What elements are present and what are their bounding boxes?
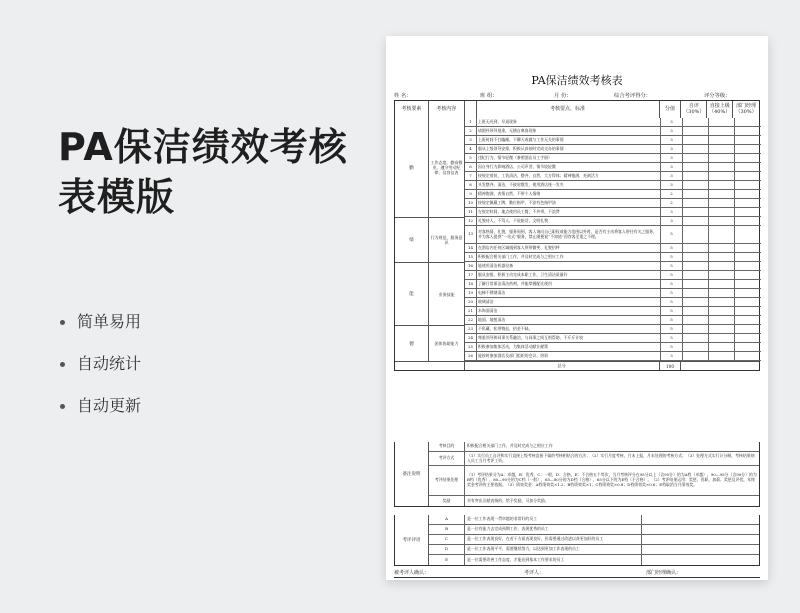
category-label: 绩 — [395, 218, 429, 262]
item-standard: 在规定时间、地点使用员工餐，不外带、不浪费 — [477, 208, 661, 216]
item-score: 3 — [661, 154, 683, 162]
table-row — [465, 172, 761, 181]
grade-key: D — [429, 545, 465, 554]
self-score-cell — [683, 199, 709, 207]
supervisor-score-cell — [709, 136, 735, 144]
grade-description: 是一位工作表现平平，需要继续努力，以达到更加工作表现的员工 — [467, 546, 580, 552]
table-row — [465, 145, 761, 154]
supervisor-score-cell — [709, 334, 735, 342]
item-number: 21 — [465, 307, 477, 315]
self-score-cell — [683, 118, 709, 126]
item-standard: 木饰面清洁 — [477, 307, 661, 315]
category-label: 德 — [395, 326, 429, 361]
item-standard: 上班无迟到、早退现象 — [477, 118, 661, 126]
item-score: 5 — [661, 289, 683, 297]
grade-key: C — [429, 535, 465, 544]
grade-blank-cell — [641, 545, 759, 554]
item-score: 5 — [661, 226, 683, 243]
supervisor-score-cell — [709, 289, 735, 297]
item-score: 3 — [661, 118, 683, 126]
item-number: 4 — [465, 145, 477, 153]
manager-score-cell — [735, 334, 761, 342]
item-number: 3 — [465, 136, 477, 144]
self-score-cell — [683, 172, 709, 180]
content-label: 行为规范、服务意识 — [429, 218, 465, 262]
manager-score-cell — [735, 253, 761, 261]
manager-score-cell — [735, 325, 761, 333]
table-row — [465, 280, 761, 289]
item-score: 3 — [661, 208, 683, 216]
supervisor-score-cell — [709, 352, 735, 360]
item-standard: 请假经领导批准，无擅自离岗现象 — [477, 127, 661, 135]
item-score: 3 — [661, 181, 683, 189]
note-value: 积极配合相关部门工作，并及时完成与之相应工作 — [467, 443, 553, 449]
item-standard: 电梯不锈钢清洁 — [477, 289, 661, 297]
grade-row — [429, 545, 759, 555]
item-standard: 服从安排，积极主动完成本职工作，卫生清洁质量好 — [477, 271, 661, 279]
table-row — [465, 127, 761, 136]
item-standard: 礼貌待人，不骂人，不说脏话，文明礼貌 — [477, 217, 661, 225]
supervisor-score-cell — [709, 181, 735, 189]
self-score-cell — [683, 154, 709, 162]
table-row — [465, 307, 761, 316]
table-row — [465, 199, 761, 208]
table-row — [465, 298, 761, 307]
note-value: （1）实行员工自评和实行直接上级考核直接下属的考核相结合的方法；（2）实行月度考核，月末上报，月末处理的考核方式；（3）处理方式实行计分制，考核结果纳入员工当月考评工资。 — [467, 452, 755, 463]
grade-description: 是一位工作表现一贯卓越的非常好的员工 — [467, 516, 538, 522]
item-standard: 能按时参加酒店及部门组织的会议、培训 — [477, 352, 661, 360]
category-label: 能 — [395, 263, 429, 325]
item-number: 19 — [465, 289, 477, 297]
table-row — [465, 190, 761, 199]
grade-key: E — [429, 555, 465, 565]
manager-score-cell — [735, 307, 761, 315]
notes-table — [394, 442, 760, 507]
supervisor-score-cell — [709, 244, 735, 252]
month-label: 月 份： — [554, 93, 572, 99]
manager-score-cell — [735, 199, 761, 207]
self-score-cell — [683, 127, 709, 135]
supervisor-score-cell — [709, 280, 735, 288]
item-standard: 精神饱满，表情自然，不带个人情绪 — [477, 190, 661, 198]
manager-score-cell — [735, 190, 761, 198]
content-label: 团体协助能力 — [429, 326, 465, 361]
table-row — [465, 181, 761, 190]
table-row — [465, 352, 761, 361]
manager-score-cell — [735, 154, 761, 162]
supervisor-score-cell — [709, 325, 735, 333]
self-score-cell — [683, 307, 709, 315]
content-label: 业务技能 — [429, 263, 465, 325]
self-score-cell — [683, 271, 709, 279]
manager-score-cell — [735, 280, 761, 288]
item-score: 2 — [661, 199, 683, 207]
item-standard: 在酒店内任何区域遇到客人须带微笑、礼貌招呼 — [477, 244, 661, 252]
item-score: 5 — [661, 307, 683, 315]
manager-score-cell — [735, 352, 761, 360]
note-row — [429, 496, 759, 506]
manager-score-cell — [735, 136, 761, 144]
self-score-cell — [683, 280, 709, 288]
supervisor-score-cell — [709, 199, 735, 207]
item-standard: 了解日常保洁清洁药剂，并能掌握配比使用 — [477, 280, 661, 288]
shift-label: 班 组： — [480, 93, 498, 99]
grade-row — [429, 535, 759, 545]
bullet-icon — [60, 362, 65, 367]
name-label: 姓 名： — [394, 93, 412, 99]
self-score-cell — [683, 208, 709, 216]
table-row — [465, 271, 761, 280]
item-standard: 地面、地毯清洁 — [477, 316, 661, 324]
item-score: 5 — [661, 271, 683, 279]
table-row — [465, 244, 761, 253]
item-number: 14 — [465, 244, 477, 252]
self-score-cell — [683, 226, 709, 243]
grade-label: 评分等级： — [704, 93, 731, 99]
supervisor-score-cell — [709, 262, 735, 270]
manager-score-cell — [735, 226, 761, 243]
item-standard: 因自身行为影响酒店、公司声誉，情节较轻微 — [477, 163, 661, 171]
supervisor-score-cell — [709, 172, 735, 180]
item-score: 5 — [661, 253, 683, 261]
item-number: 26 — [465, 352, 477, 360]
evaluator-signature: 考评人： — [524, 570, 545, 576]
note-key: 考评方式 — [429, 452, 465, 465]
item-standard: 积极参加集体活动，为集体活动献计献策 — [477, 343, 661, 351]
item-standard: 违纪行为、情节轻微（参照酒店员工手册） — [477, 154, 661, 162]
item-standard: 按规定佩戴工牌，勤位指甲，不涂有色指甲油 — [477, 199, 661, 207]
item-standard: 不私藏、私带物品，拾金不昧。 — [477, 325, 661, 333]
supervisor-score-cell — [709, 217, 735, 225]
category-group — [395, 118, 465, 217]
item-standard: 头发整齐，清洁，不披肩散发，使用酒店统一发夹 — [477, 181, 661, 189]
supervisor-score-cell — [709, 127, 735, 135]
note-value: （1）考评结果分为A：卓越，B：优秀，C：一般，D：合格，E：不合格五个等次，当月考核评分在95分以上（含95分）的为A档（卓越），90—95分（含90分）的为B档（优秀），80—90分的为C档（一般），65—80分的为D档（合格），65分以下的为E档（不合格）。（2）考评结果运用：奖惩、晋职、加薪、奖惩及评优，年终奖金考评的主要依据。（3）绩效奖金：A档绩效奖×1.2；B档绩效奖×1；C档绩效奖×0.8；D档绩效奖×0.6；E档取消当月绩效奖。 — [467, 472, 757, 487]
note-row — [429, 452, 759, 466]
item-number: 10 — [465, 199, 477, 207]
self-score-cell — [683, 325, 709, 333]
grade-key: B — [429, 525, 465, 534]
manager-score-cell — [735, 262, 761, 270]
feature-item: 简单易用 — [60, 312, 141, 354]
manager-score-cell — [735, 316, 761, 324]
supervisor-score-cell — [709, 298, 735, 306]
item-standard: 上班时间不打瞌睡，不聊天或做与工作无关的事情 — [477, 136, 661, 144]
item-standard: 按规定着装，工装清洁，整齐，自然，大方得体；精神饱满，充满活力 — [477, 172, 661, 180]
item-number: 15 — [465, 253, 477, 261]
table-row — [465, 325, 761, 334]
supervisor-score-cell — [709, 226, 735, 243]
table-header: 考核要素 考核内容 考核要点、标准 分值 自评（30%） 直接上级（40%） 部门经理（30%） — [395, 101, 759, 118]
grade-blank-cell — [641, 555, 759, 565]
grades-block: 考评评语 A 是一位工作表现一贯卓越的非常好的员工 B 是一位有能力去完成预期工作、表现优秀的员工 C 是一位工作表现良好，在若干方面表现良好，但需要通过改进以获更加好的员工 D 是一位工作表现平平，需要继续努力，以达到更加工作表现的员工 E 是一位需要改善工作态度，才能达到基本工作要求的员工 — [395, 515, 759, 565]
table-row — [465, 136, 761, 145]
supervisor-score-cell — [709, 154, 735, 162]
self-score-cell — [683, 145, 709, 153]
table-row — [465, 253, 761, 262]
supervisor-score-cell — [709, 307, 735, 315]
self-score-cell — [683, 352, 709, 360]
item-number: 12 — [465, 217, 477, 225]
supervisor-score-cell — [709, 253, 735, 261]
total-row: 总分 100 — [395, 361, 759, 370]
self-score-cell — [683, 217, 709, 225]
signature-row — [394, 567, 760, 578]
item-number: 24 — [465, 334, 477, 342]
item-standard: 积极配合相关部门工作，并及时完成与之相应工作 — [477, 253, 661, 261]
manager-score-cell — [735, 181, 761, 189]
item-number: 20 — [465, 298, 477, 306]
feature-list — [60, 312, 141, 438]
table-row — [465, 217, 761, 226]
item-score: 5 — [661, 334, 683, 342]
bullet-icon — [60, 404, 65, 409]
item-score: 5 — [661, 244, 683, 252]
supervisor-score-cell — [709, 316, 735, 324]
grade-description: 是一位有能力去完成预期工作、表现优秀的员工 — [467, 526, 549, 532]
supervisor-score-cell — [709, 208, 735, 216]
item-number: 22 — [465, 316, 477, 324]
table-row — [465, 154, 761, 163]
notes-block: 备注说明 考核目的 积极配合相关部门工作，并及时完成与之相应工作 考评方式 （1）实行员工自评和实行直接上级考核直接下属的考核相结合的方法；（2）实行月度考核，月末上报，月末处理的考核方式；（3）处理方式实行计分制，考核结果纳入员工当月考评工资。 考评结果处理 （1）考评结果分为A：卓越，B：优秀，C：一般，D：合格，E：不合格五个等次，当月考核评分在95分以上（含95分）的为A档（卓越），90—95分（含90分）的为B档（优秀），80—90分的为C档（一般），65—80分的为D档（合格），65分以下的为E档（不合格）。（2）考评结果运用：奖惩、晋职、加薪、奖惩及评优，年终奖金考评的主要依据。（3）绩效奖金：A档绩效奖×1.2；B档绩效奖×1；C档绩效奖×0.8；D档绩效奖×0.6；E档取消当月绩效奖。 奖励 对有突出贡献表扬的，给予奖励，可加分奖励。 — [395, 442, 759, 506]
table-row — [465, 343, 761, 352]
note-value: 对有突出贡献表扬的，给予奖励，可加分奖励。 — [467, 497, 549, 503]
item-number: 9 — [465, 190, 477, 198]
self-score-cell — [683, 298, 709, 306]
manager-score-cell — [735, 289, 761, 297]
item-score: 3 — [661, 172, 683, 180]
table-row — [465, 208, 761, 217]
self-score-cell — [683, 181, 709, 189]
total-score-label: 综合考评得分： — [614, 93, 652, 99]
item-standard: 服从上级领导安排，积极认真按时完成交办的事情 — [477, 145, 661, 153]
grade-row — [429, 525, 759, 535]
self-score-cell — [683, 253, 709, 261]
manager-score-cell — [735, 172, 761, 180]
item-standard: 能使用清洁机器设备 — [477, 262, 661, 270]
grades-table — [394, 515, 760, 566]
table-row — [465, 118, 761, 127]
item-score: 3 — [661, 127, 683, 135]
item-score: 3 — [661, 217, 683, 225]
item-score: 3 — [661, 136, 683, 144]
manager-score-cell — [735, 343, 761, 351]
bullet-icon — [60, 320, 65, 325]
item-number: 25 — [465, 343, 477, 351]
manager-score-cell — [735, 127, 761, 135]
grade-description: 是一位需要改善工作态度，才能达到基本工作要求的员工 — [467, 556, 565, 562]
supervisor-score-cell — [709, 163, 735, 171]
note-row — [429, 466, 759, 496]
grade-row — [429, 515, 759, 525]
item-score: 5 — [661, 298, 683, 306]
item-score: 5 — [661, 262, 683, 270]
grade-key: A — [429, 515, 465, 524]
self-score-cell — [683, 343, 709, 351]
item-standard: 玻璃清洁 — [477, 298, 661, 306]
item-number: 5 — [465, 154, 477, 162]
item-score: 5 — [661, 343, 683, 351]
manager-score-cell — [735, 145, 761, 153]
item-score: 5 — [661, 280, 683, 288]
note-row — [429, 442, 759, 452]
table-row — [465, 316, 761, 325]
manager-score-cell — [735, 298, 761, 306]
self-score-cell — [683, 289, 709, 297]
content-label: 工作态度、勤奋敬业、遵守劳动纪律、仪容仪表 — [429, 118, 465, 217]
note-key: 奖励 — [429, 496, 465, 506]
category-group — [395, 217, 465, 262]
item-score: 3 — [661, 352, 683, 360]
note-key: 考评结果处理 — [429, 466, 465, 495]
item-number: 17 — [465, 271, 477, 279]
document-title: PA保洁绩效考核表 — [531, 74, 623, 87]
self-score-cell — [683, 244, 709, 252]
category-group — [395, 325, 465, 361]
item-score: 5 — [661, 316, 683, 324]
item-standard: 尊重领导和同事关系融洽，与同事之间互相帮助，不斤斤计较 — [477, 334, 661, 342]
manager-score-cell — [735, 244, 761, 252]
item-number: 23 — [465, 325, 477, 333]
manager-score-cell — [735, 163, 761, 171]
self-score-cell — [683, 262, 709, 270]
supervisor-score-cell — [709, 271, 735, 279]
item-standard: 对客热情，礼貌，服务周到，客人询问自己职权或能力范围以外时，是否有主动将客人带往有关之服务，并为客人提供“一站式”服务，禁止随便说“不知道”回答客至重之不理。 — [477, 226, 661, 243]
item-number: 1 — [465, 118, 477, 126]
item-number: 13 — [465, 226, 477, 243]
category-group — [395, 262, 465, 325]
self-score-cell — [683, 316, 709, 324]
supervisor-score-cell — [709, 190, 735, 198]
item-number: 2 — [465, 127, 477, 135]
table-body — [395, 118, 759, 361]
manager-score-cell — [735, 118, 761, 126]
table-row — [465, 334, 761, 343]
feature-item: 自动统计 — [60, 354, 141, 396]
supervisor-score-cell — [709, 343, 735, 351]
manager-score-cell — [735, 217, 761, 225]
grade-blank-cell — [641, 515, 759, 524]
manager-signature: 部门经理确认： — [646, 570, 682, 576]
item-number: 18 — [465, 280, 477, 288]
grade-blank-cell — [641, 525, 759, 534]
grade-description: 是一位工作表现良好，在若干方面表现良好，但需要通过改进以获更加好的员工 — [467, 536, 604, 542]
table-row — [465, 226, 761, 244]
item-number: 8 — [465, 181, 477, 189]
manager-score-cell — [735, 208, 761, 216]
item-number: 6 — [465, 163, 477, 171]
self-score-cell — [683, 163, 709, 171]
table-row — [465, 289, 761, 298]
supervisor-score-cell — [709, 145, 735, 153]
self-score-cell — [683, 190, 709, 198]
self-score-cell — [683, 334, 709, 342]
self-score-cell — [683, 136, 709, 144]
grade-row — [429, 555, 759, 565]
item-score: 5 — [661, 325, 683, 333]
manager-score-cell — [735, 271, 761, 279]
grade-blank-cell — [641, 535, 759, 544]
item-score: 3 — [661, 163, 683, 171]
table-row — [465, 163, 761, 172]
note-key: 考核目的 — [429, 442, 465, 451]
category-label: 勤 — [395, 118, 429, 217]
item-number: 11 — [465, 208, 477, 216]
document-preview — [386, 36, 768, 580]
item-number: 16 — [465, 262, 477, 270]
score-table — [394, 100, 760, 371]
item-number: 7 — [465, 172, 477, 180]
table-row — [465, 262, 761, 271]
item-score: 2 — [661, 190, 683, 198]
item-score: 3 — [661, 145, 683, 153]
examinee-signature: 被考评人确认： — [394, 570, 430, 576]
feature-item: 自动更新 — [60, 396, 141, 438]
supervisor-score-cell — [709, 118, 735, 126]
headline: PA保洁绩效考核表模版 — [58, 125, 348, 219]
